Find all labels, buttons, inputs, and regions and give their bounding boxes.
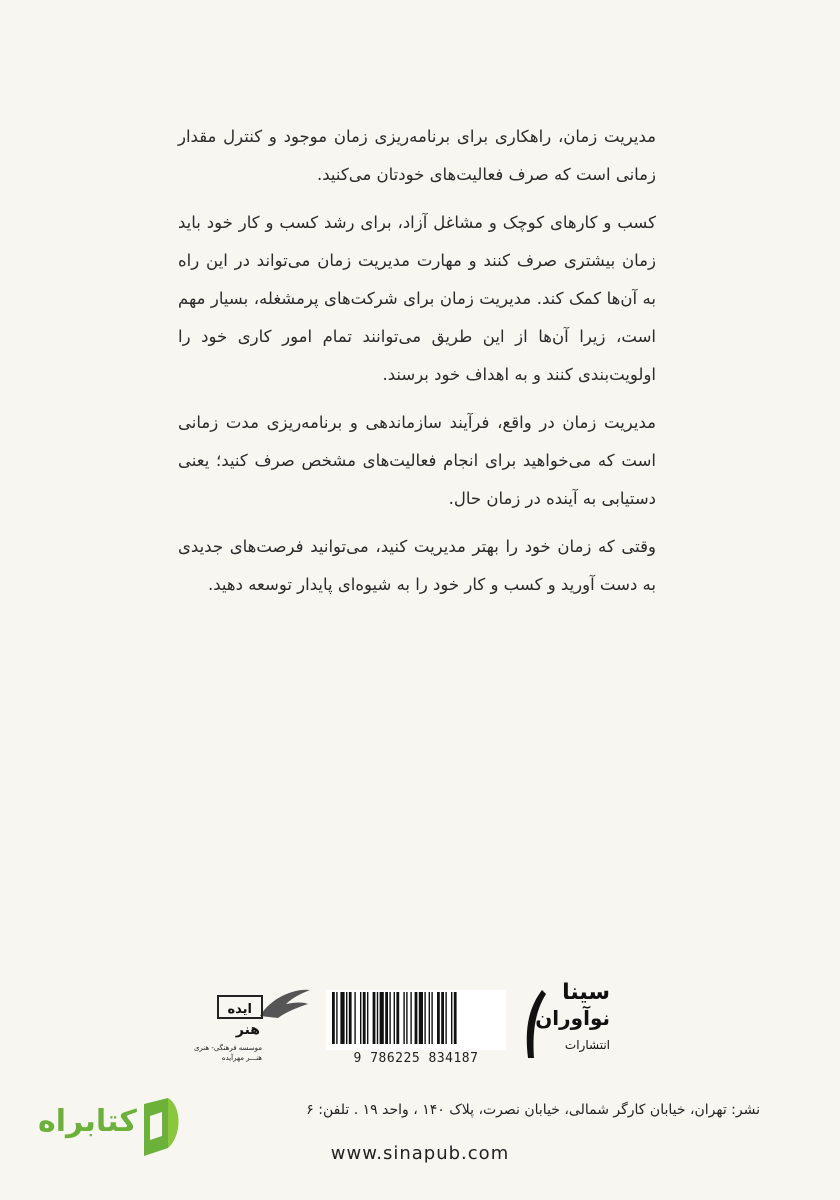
book-icon [138,1096,184,1160]
barcode-bar [367,992,368,1044]
sina-publisher-logo [520,980,610,1070]
publisher-name-line2: نوآوران [535,1006,610,1030]
barcode-bar [437,992,440,1044]
isbn-barcode [326,990,506,1066]
wing-icon [193,986,312,1066]
barcode-bar [396,992,399,1044]
barcode-bar [346,992,347,1044]
barcode-bar [394,992,395,1044]
blurb-paragraph-2: کسب و کارهای کوچک و مشاغل آزاد، برای رشد کسب و کار خود باید زمان بیشتری صرف کنند و مهارت مدیریت زمان می‌تواند در این راه به آن‌ها کمک کند. مدیریت زمان برای شرکت‌های پرمشغله، بسیار مهم است، زیرا آن‌ها از این طریق می‌توانند تمام امور کاری خود را اولویت‌بندی کنند و به اهداف خود برسند. [178,213,656,384]
barcode-bar [336,992,337,1044]
barcode-bar [349,992,352,1044]
barcode-bar [451,992,452,1044]
blurb-paragraph-4: وقتی که زمان خود را بهتر مدیریت کنید، می‌توانید فرصت‌های جدیدی به دست آورید و کسب و کار خود را به شیوه‌ای پایدار توسعه دهید. [178,537,656,594]
barcode-bar [441,992,444,1044]
publisher-name-line3: انتشارات [564,1038,610,1052]
barcode-bar [360,992,361,1044]
barcode-bars [326,990,506,1050]
barcode-bar [377,992,378,1044]
barcode-bar [410,992,411,1044]
barcode-bar [385,992,388,1044]
publisher-address: نشر: تهران، خیابان کارگر شمالی، خیابان نصرت، پلاک ۱۴۰ ، واحد ۱۹ . تلفن: ۶ [306,1102,760,1118]
back-cover-blurb [178,118,656,614]
publisher-name-line1: سینا [562,980,610,1005]
barcode-digits: 9 786225 834187 [353,1051,479,1066]
barcode-bar [354,992,355,1044]
barcode-bar [389,992,390,1044]
barcode-bar [424,992,425,1044]
blurb-paragraph-1: مدیریت زمان، راهکاری برای برنامه‌ریزی زمان موجود و کنترل مقدار زمانی است که صرف فعالیت‌های خودتان می‌کنید. [178,127,656,184]
barcode-bar [403,992,404,1044]
barcode-bar [454,992,457,1044]
logo-strip [0,978,840,1078]
barcode-bar [419,992,423,1044]
idea-honar-logo [193,986,312,1066]
barcode-bar [373,992,376,1044]
ketabrah-text: کتابراه [38,1104,137,1139]
idea-logo-line4: هنـــر مهرآیده [221,1054,262,1062]
barcode-bar [445,992,446,1044]
ketabrah-watermark [38,1096,188,1166]
barcode-bar [340,992,344,1044]
barcode-bar [415,992,418,1044]
idea-logo-line3: موسسه فرهنگی- هنری [193,1044,262,1052]
barcode-bar [380,992,384,1044]
barcode-bar [431,992,432,1044]
idea-logo-line2: هنر [235,1022,260,1038]
publisher-website: www.sinapub.com [330,1143,510,1164]
blurb-paragraph-3: مدیریت زمان در واقع، فرآیند سازماندهی و برنامه‌ریزی مدت زمانی است که می‌خواهید برای انجام فعالیت‌های مشخص صرف کنید؛ یعنی دستیابی به آینده در زمان حال. [178,413,656,508]
barcode-bar [429,992,430,1044]
barcode-bar [406,992,407,1044]
barcode-bar [332,992,335,1044]
idea-logo-line1: ایده [227,1002,252,1017]
barcode-bar [363,992,366,1044]
